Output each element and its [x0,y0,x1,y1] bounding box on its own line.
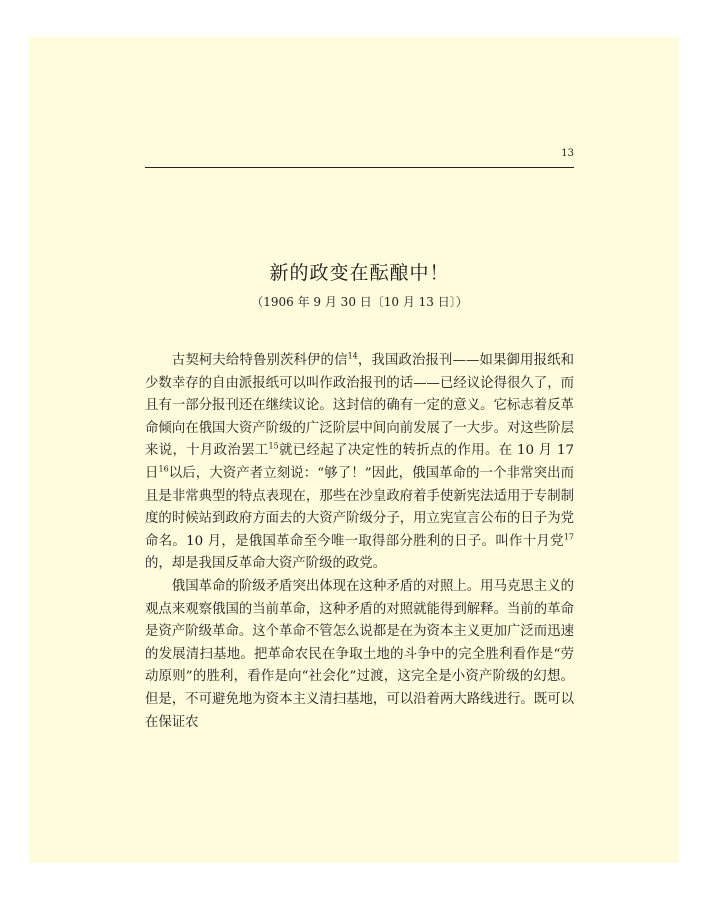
paragraph-1 [145,350,574,576]
paragraph-2 [145,576,574,734]
footnote-ref-16[interactable]: 16 [158,464,169,474]
article-title: 新的政变在酝酿中！ [269,262,450,284]
article-body [145,350,574,734]
page-number: 13 [561,148,574,159]
footnote-ref-17[interactable]: 17 [563,532,574,542]
text-segment: 就已经起了决定性的转折点的作用。在 10 月 17 日 [145,443,574,481]
article-date: （1906 年 9 月 30 日〔10 月 13 日〕） [251,295,468,309]
text-segment: 的，却是我国反革命大资产阶级的政党。 [145,556,387,572]
footnote-ref-15[interactable]: 15 [268,441,279,451]
text-segment: 俄国革命的阶级矛盾突出体现在这种矛盾的对照上。用马克思主义的观点来观察俄国的当前革命，这种矛盾的对照就能得到解释。当前的革命是资产阶级革命。这个革命不管怎么说都是在为资本主义更加广泛而迅速的发展清扫基地。把革命农民在争取土地的斗争中的完全胜利看作是“劳动原则”的胜利，看作是向“社会化”过渡，这完全是小资产阶级的幻想。但是，不可避免地为资本主义清扫基地，可以沿着两大路线进行。既可以在保证农 [145,578,574,730]
footnote-ref-14[interactable]: 14 [347,351,358,361]
text-segment: ，我国政治报刊——如果御用报纸和少数幸存的自由派报纸可以叫作政治报刊的话——已经议论得很久了，而且有一部分报刊还在继续议论。这封信的确有一定的意义。它标志着反革命倾向在俄国大资产阶级的广泛阶层中间向前发展了一大步。对这些阶层来说，十月政治罢工 [145,353,575,459]
header-rule [145,167,574,168]
text-segment: 古契柯夫给特鲁别茨科伊的信 [171,353,348,368]
text-segment: 以后，大资产者立刻说：“够了！”因此，俄国革命的一个非常突出而且是非常典型的特点表现在，那些在沙皇政府着手使新宪法适用于专制制度的时候站到政府方面去的大资产阶级分子，用立宪宣言公布的日子为党命名。10 月，是俄国革命至今唯一取得部分胜利的日子。叫作十月党 [145,465,574,549]
